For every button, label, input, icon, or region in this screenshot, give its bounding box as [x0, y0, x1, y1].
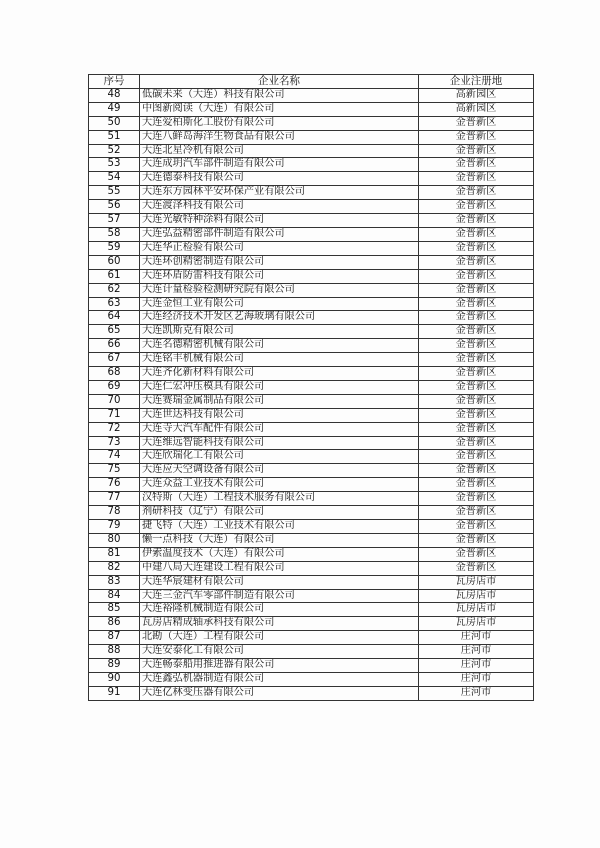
cell-serial-number: 70 [89, 394, 140, 408]
cell-enterprise-name: 大连安泰化工有限公司 [140, 645, 419, 659]
table-row [89, 367, 534, 381]
table-row [89, 172, 534, 186]
cell-registration-location: 庄河市 [419, 686, 534, 700]
cell-registration-location: 金普新区 [419, 241, 534, 255]
cell-enterprise-name: 大连华宸建材有限公司 [140, 575, 419, 589]
cell-enterprise-name: 大连世达科技有限公司 [140, 408, 419, 422]
cell-enterprise-name: 大连成玥汽车部件制造有限公司 [140, 158, 419, 172]
cell-registration-location: 金普新区 [419, 214, 534, 228]
cell-enterprise-name: 剂研科技（辽宁）有限公司 [140, 506, 419, 520]
cell-serial-number: 63 [89, 297, 140, 311]
cell-registration-location: 瓦房店市 [419, 603, 534, 617]
cell-enterprise-name: 大连北星冷机有限公司 [140, 144, 419, 158]
cell-serial-number: 61 [89, 269, 140, 283]
cell-serial-number: 66 [89, 339, 140, 353]
cell-serial-number: 81 [89, 547, 140, 561]
table-row [89, 561, 534, 575]
table-row [89, 200, 534, 214]
table-row [89, 589, 534, 603]
cell-serial-number: 49 [89, 102, 140, 116]
table-row [89, 492, 534, 506]
cell-enterprise-name: 大连环盾防雷科技有限公司 [140, 269, 419, 283]
table-row [89, 227, 534, 241]
cell-serial-number: 76 [89, 478, 140, 492]
table-row [89, 380, 534, 394]
cell-enterprise-name: 大连华正检验有限公司 [140, 241, 419, 255]
cell-enterprise-name: 大连鑫弘机器制造有限公司 [140, 672, 419, 686]
cell-serial-number: 74 [89, 450, 140, 464]
cell-registration-location: 金普新区 [419, 325, 534, 339]
table-row [89, 353, 534, 367]
table-row [89, 102, 534, 116]
table-row [89, 533, 534, 547]
cell-serial-number: 78 [89, 506, 140, 520]
cell-registration-location: 金普新区 [419, 506, 534, 520]
cell-registration-location: 瓦房店市 [419, 575, 534, 589]
cell-registration-location: 金普新区 [419, 547, 534, 561]
cell-serial-number: 79 [89, 520, 140, 534]
cell-registration-location: 庄河市 [419, 631, 534, 645]
cell-serial-number: 73 [89, 436, 140, 450]
table-row [89, 450, 534, 464]
cell-serial-number: 54 [89, 172, 140, 186]
table-row [89, 158, 534, 172]
table-row [89, 255, 534, 269]
table-row [89, 686, 534, 700]
cell-enterprise-name: 大连八鲜岛海洋生物食品有限公司 [140, 130, 419, 144]
cell-enterprise-name: 低碳未来（大连）科技有限公司 [140, 88, 419, 102]
cell-enterprise-name: 汉特斯（大连）工程技术服务有限公司 [140, 492, 419, 506]
table-row [89, 394, 534, 408]
cell-registration-location: 金普新区 [419, 144, 534, 158]
cell-serial-number: 90 [89, 672, 140, 686]
cell-registration-location: 金普新区 [419, 255, 534, 269]
cell-serial-number: 65 [89, 325, 140, 339]
table-row [89, 408, 534, 422]
cell-serial-number: 77 [89, 492, 140, 506]
table-body [89, 88, 534, 700]
table-row [89, 478, 534, 492]
cell-enterprise-name: 大连光敏特种涂料有限公司 [140, 214, 419, 228]
header-serial-number: 序号 [89, 75, 140, 89]
cell-serial-number: 84 [89, 589, 140, 603]
cell-enterprise-name: 大连经济技术开发区艺海玻璃有限公司 [140, 311, 419, 325]
cell-enterprise-name: 大连环创精密制造有限公司 [140, 255, 419, 269]
cell-registration-location: 金普新区 [419, 172, 534, 186]
header-enterprise-name: 企业名称 [140, 75, 419, 89]
table-row [89, 645, 534, 659]
cell-enterprise-name: 大连寺大汽车配件有限公司 [140, 422, 419, 436]
table-row [89, 520, 534, 534]
table-row [89, 116, 534, 130]
cell-serial-number: 69 [89, 380, 140, 394]
table-row [89, 672, 534, 686]
table-header-row [89, 75, 534, 89]
cell-registration-location: 高新园区 [419, 88, 534, 102]
cell-enterprise-name: 大连欣瑞化工有限公司 [140, 450, 419, 464]
table-row [89, 186, 534, 200]
cell-enterprise-name: 大连齐化新材料有限公司 [140, 367, 419, 381]
cell-enterprise-name: 大连德泰科技有限公司 [140, 172, 419, 186]
cell-registration-location: 金普新区 [419, 200, 534, 214]
table-row [89, 311, 534, 325]
cell-enterprise-name: 大连名德精密机械有限公司 [140, 339, 419, 353]
cell-serial-number: 48 [89, 88, 140, 102]
cell-registration-location: 金普新区 [419, 130, 534, 144]
cell-serial-number: 58 [89, 227, 140, 241]
cell-registration-location: 金普新区 [419, 353, 534, 367]
cell-registration-location: 瓦房店市 [419, 589, 534, 603]
cell-enterprise-name: 懒一点科技（大连）有限公司 [140, 533, 419, 547]
cell-serial-number: 53 [89, 158, 140, 172]
cell-enterprise-name: 大连三金汽车零部件制造有限公司 [140, 589, 419, 603]
cell-registration-location: 高新园区 [419, 102, 534, 116]
cell-enterprise-name: 伊索温度技术（大连）有限公司 [140, 547, 419, 561]
cell-enterprise-name: 大连赛瑞金属制品有限公司 [140, 394, 419, 408]
cell-serial-number: 75 [89, 464, 140, 478]
cell-registration-location: 金普新区 [419, 297, 534, 311]
cell-registration-location: 金普新区 [419, 464, 534, 478]
cell-enterprise-name: 大连众益工业技术有限公司 [140, 478, 419, 492]
table-row [89, 325, 534, 339]
cell-serial-number: 64 [89, 311, 140, 325]
cell-enterprise-name: 瓦房店精成轴承科技有限公司 [140, 617, 419, 631]
cell-registration-location: 金普新区 [419, 339, 534, 353]
cell-serial-number: 89 [89, 659, 140, 673]
cell-registration-location: 金普新区 [419, 561, 534, 575]
cell-serial-number: 85 [89, 603, 140, 617]
table-row [89, 88, 534, 102]
cell-serial-number: 82 [89, 561, 140, 575]
cell-serial-number: 57 [89, 214, 140, 228]
table-row [89, 297, 534, 311]
cell-enterprise-name: 大连凯斯克有限公司 [140, 325, 419, 339]
header-registration-location: 企业注册地 [419, 75, 534, 89]
cell-registration-location: 金普新区 [419, 116, 534, 130]
cell-registration-location: 金普新区 [419, 478, 534, 492]
cell-enterprise-name: 大连金恒工业有限公司 [140, 297, 419, 311]
table-row [89, 547, 534, 561]
cell-enterprise-name: 大连铭丰机械有限公司 [140, 353, 419, 367]
table-row [89, 214, 534, 228]
cell-registration-location: 瓦房店市 [419, 617, 534, 631]
cell-serial-number: 50 [89, 116, 140, 130]
cell-enterprise-name: 大连亿林变压器有限公司 [140, 686, 419, 700]
cell-serial-number: 59 [89, 241, 140, 255]
cell-registration-location: 金普新区 [419, 283, 534, 297]
table-row [89, 464, 534, 478]
cell-serial-number: 60 [89, 255, 140, 269]
cell-enterprise-name: 大连计量检验检测研究院有限公司 [140, 283, 419, 297]
cell-registration-location: 金普新区 [419, 520, 534, 534]
cell-registration-location: 金普新区 [419, 311, 534, 325]
cell-enterprise-name: 大连畅泰船用推进器有限公司 [140, 659, 419, 673]
cell-serial-number: 67 [89, 353, 140, 367]
table-row [89, 603, 534, 617]
cell-enterprise-name: 北勘（大连）工程有限公司 [140, 631, 419, 645]
cell-serial-number: 80 [89, 533, 140, 547]
table-row [89, 575, 534, 589]
cell-registration-location: 金普新区 [419, 367, 534, 381]
cell-serial-number: 51 [89, 130, 140, 144]
table-row [89, 506, 534, 520]
cell-registration-location: 金普新区 [419, 533, 534, 547]
cell-serial-number: 83 [89, 575, 140, 589]
table-row [89, 436, 534, 450]
cell-serial-number: 55 [89, 186, 140, 200]
table-row [89, 130, 534, 144]
cell-serial-number: 56 [89, 200, 140, 214]
cell-serial-number: 88 [89, 645, 140, 659]
cell-registration-location: 金普新区 [419, 492, 534, 506]
cell-enterprise-name: 大连仁宏冲压模具有限公司 [140, 380, 419, 394]
cell-enterprise-name: 大连裕隆机械制造有限公司 [140, 603, 419, 617]
table-row [89, 339, 534, 353]
cell-enterprise-name: 大连渡泽科技有限公司 [140, 200, 419, 214]
table-row [89, 422, 534, 436]
cell-enterprise-name: 捷飞特（大连）工业技术有限公司 [140, 520, 419, 534]
cell-registration-location: 金普新区 [419, 186, 534, 200]
cell-registration-location: 金普新区 [419, 408, 534, 422]
cell-enterprise-name: 大连维远智能科技有限公司 [140, 436, 419, 450]
table-row [89, 631, 534, 645]
cell-serial-number: 72 [89, 422, 140, 436]
cell-registration-location: 庄河市 [419, 645, 534, 659]
cell-registration-location: 庄河市 [419, 659, 534, 673]
cell-registration-location: 金普新区 [419, 450, 534, 464]
cell-serial-number: 86 [89, 617, 140, 631]
cell-registration-location: 金普新区 [419, 269, 534, 283]
cell-enterprise-name: 大连弘益精密部件制造有限公司 [140, 227, 419, 241]
cell-registration-location: 金普新区 [419, 436, 534, 450]
cell-enterprise-name: 大连应天空调设备有限公司 [140, 464, 419, 478]
cell-enterprise-name: 大连东方园林平安环保产业有限公司 [140, 186, 419, 200]
cell-serial-number: 62 [89, 283, 140, 297]
table-row [89, 144, 534, 158]
cell-serial-number: 87 [89, 631, 140, 645]
table-row [89, 659, 534, 673]
cell-serial-number: 68 [89, 367, 140, 381]
table-row [89, 617, 534, 631]
cell-registration-location: 金普新区 [419, 422, 534, 436]
cell-serial-number: 91 [89, 686, 140, 700]
cell-enterprise-name: 大连爱柏斯化工股份有限公司 [140, 116, 419, 130]
cell-registration-location: 金普新区 [419, 227, 534, 241]
cell-enterprise-name: 中图新阅读（大连）有限公司 [140, 102, 419, 116]
table-row [89, 283, 534, 297]
cell-registration-location: 金普新区 [419, 158, 534, 172]
cell-registration-location: 金普新区 [419, 394, 534, 408]
cell-serial-number: 52 [89, 144, 140, 158]
cell-serial-number: 71 [89, 408, 140, 422]
table-row [89, 241, 534, 255]
enterprise-registry-table [88, 74, 534, 701]
table-row [89, 269, 534, 283]
cell-enterprise-name: 中建八局大连建设工程有限公司 [140, 561, 419, 575]
cell-registration-location: 金普新区 [419, 380, 534, 394]
cell-registration-location: 庄河市 [419, 672, 534, 686]
